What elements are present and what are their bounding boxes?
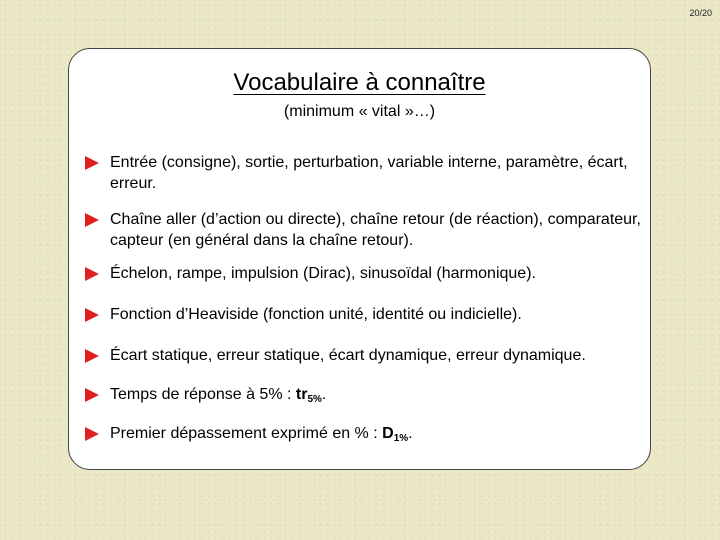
response-time-label: Temps de réponse à 5% : xyxy=(110,386,296,403)
overshoot-label: Premier dépassement exprimé en % : xyxy=(110,425,383,442)
bullet-list xyxy=(69,49,650,469)
list-item xyxy=(85,384,645,405)
triangle-bullet-icon xyxy=(85,427,99,441)
slide-card xyxy=(68,48,651,470)
list-item-text: Fonction d’Heaviside (fonction unité, identité ou indicielle). xyxy=(110,306,522,323)
overshoot-symbol: D xyxy=(382,425,394,442)
overshoot-suffix: . xyxy=(408,425,413,442)
slide-title: Vocabulaire à connaître xyxy=(233,69,486,96)
list-item xyxy=(85,345,645,366)
triangle-bullet-icon xyxy=(85,267,99,281)
overshoot-subscript: 1% xyxy=(393,433,409,444)
list-item-text: Chaîne aller (d’action ou directe), chaîne retour (de réaction), comparateur, capteur (en général dans la chaîne retour). xyxy=(110,211,641,249)
triangle-bullet-icon xyxy=(85,308,99,322)
list-item xyxy=(85,209,645,251)
response-time-symbol: tr xyxy=(295,386,308,403)
list-item xyxy=(85,152,645,194)
slide-subtitle: (minimum « vital »…) xyxy=(283,103,436,120)
list-item-text xyxy=(110,423,645,444)
list-item-text: Écart statique, erreur statique, écart dynamique, erreur dynamique. xyxy=(110,347,586,364)
response-time-subscript: 5% xyxy=(307,394,322,405)
triangle-bullet-icon xyxy=(85,349,99,363)
triangle-bullet-icon xyxy=(85,156,99,170)
response-time-suffix: . xyxy=(321,386,327,403)
list-item-text xyxy=(110,384,645,405)
list-item xyxy=(85,304,645,325)
page-number: 20/20 xyxy=(689,8,712,18)
list-item-text: Entrée (consigne), sortie, perturbation, variable interne, paramètre, écart, erreur. xyxy=(110,154,628,192)
triangle-bullet-icon xyxy=(85,388,99,402)
list-item xyxy=(85,423,645,444)
list-item xyxy=(85,263,645,284)
triangle-bullet-icon xyxy=(85,213,99,227)
list-item-text: Échelon, rampe, impulsion (Dirac), sinusoïdal (harmonique). xyxy=(110,265,536,282)
